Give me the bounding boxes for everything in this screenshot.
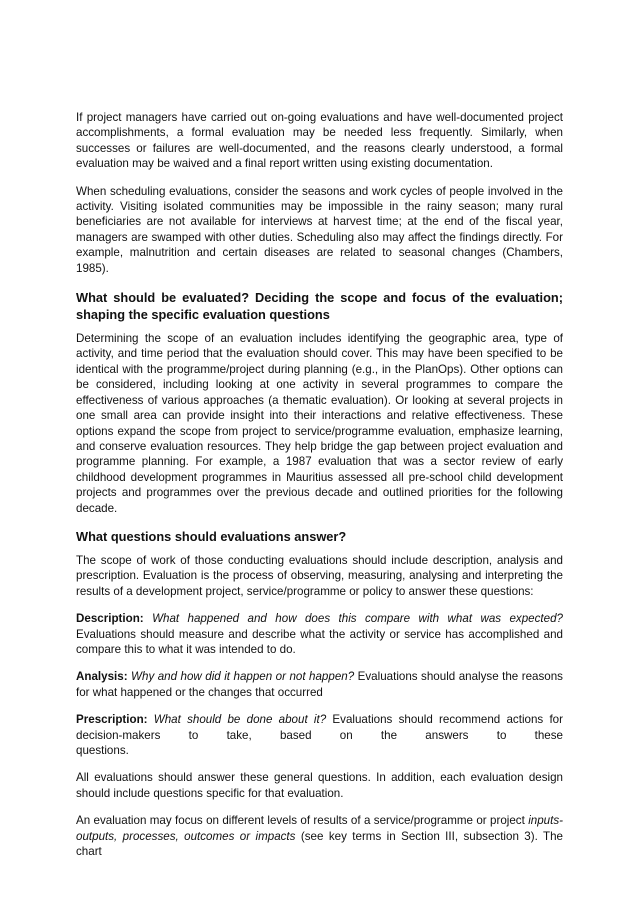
paragraph-levels-of-results xyxy=(76,813,563,859)
levels-text-before: An evaluation may focus on different levels of results of a service/programme or project xyxy=(76,814,529,828)
analysis-label: Analysis: xyxy=(76,670,128,684)
paragraph-analysis xyxy=(76,669,563,700)
prescription-label: Prescription: xyxy=(76,713,148,727)
prescription-question: What should be done about it? xyxy=(153,713,327,727)
paragraph-scheduling: When scheduling evaluations, consider the seasons and work cycles of people involved in the activity. Visiting isolated communities may be impossible in the rainy season; many rural beneficiaries are not available for interviews at harvest time; at the end of the fiscal year, managers are swamped with other duties. Scheduling also may affect the findings directly. For example, malnutrition and certain diseases are related to seasonal changes (Chambers, 1985). xyxy=(76,184,563,275)
heading-scope-and-focus: What should be evaluated? Deciding the scope and focus of the evaluation; shaping the specific evaluation questions xyxy=(76,290,563,323)
description-label: Description: xyxy=(76,612,144,626)
paragraph-prescription xyxy=(76,712,563,758)
paragraph-ongoing-evaluations: If project managers have carried out on-going evaluations and have well-documented project accomplishments, a formal evaluation may be needed less frequently. Similarly, when successes or failures are well-documented, and the reasons clearly understood, a formal evaluation may be waived and a final report written using existing documentation. xyxy=(76,111,563,171)
heading-evaluation-questions: What questions should evaluations answer? xyxy=(76,528,347,544)
prescription-first-lines xyxy=(76,712,563,743)
document-page xyxy=(76,110,563,871)
analysis-text: Evaluations should analyse the reasons for what happened or the changes that occurred xyxy=(76,670,563,699)
paragraph-scope-of-work: The scope of work of those conducting evaluations should include description, analysis and prescription. Evaluation is the process of observing, measuring, analysing and interpreting the results of a development project, service/programme or policy to answer these questions: xyxy=(76,553,563,598)
paragraph-scope: Determining the scope of an evaluation includes identifying the geographic area, type of activity, and time period that the evaluation should cover. This may have been specified to be identical with the programme/project during planning (e.g., in the PlanOps). Other options can be considered, including looking at one activity in several programmes to compare the effectiveness of various approaches (a thematic evaluation). Or looking at several projects in one small area can provide insight into their interactions and relative effectiveness. These options expand the scope from project to service/programme evaluation, emphasize learning, and conserve evaluation resources. They help bridge the gap between project evaluation and programme planning. For example, a 1987 evaluation that was a sector review of early childhood development programmes in Mauritius assessed all pre-school child development projects and programmes over the previous decade and outlined priorities for the following decade. xyxy=(76,332,563,515)
paragraph-general-questions: All evaluations should answer these general questions. In addition, each evaluation design should include questions specific for that evaluation. xyxy=(76,771,563,800)
levels-text-after: (see key terms in Section III, subsection 3). The chart xyxy=(76,829,564,859)
paragraph-description xyxy=(76,611,563,657)
prescription-text: Evaluations should recommend actions for decision-makers to take, based on the answers to these xyxy=(76,713,563,742)
description-question: What happened and how does this compare with what was expected? xyxy=(152,612,563,626)
description-text: Evaluations should measure and describe what the activity or service has accomplished and compare this to what it was intended to do. xyxy=(76,627,563,656)
analysis-question: Why and how did it happen or not happen? xyxy=(131,670,355,684)
prescription-last-line: questions. xyxy=(76,744,129,757)
levels-italic-terms: inputs-outputs, processes, outcomes or impacts xyxy=(76,814,563,843)
